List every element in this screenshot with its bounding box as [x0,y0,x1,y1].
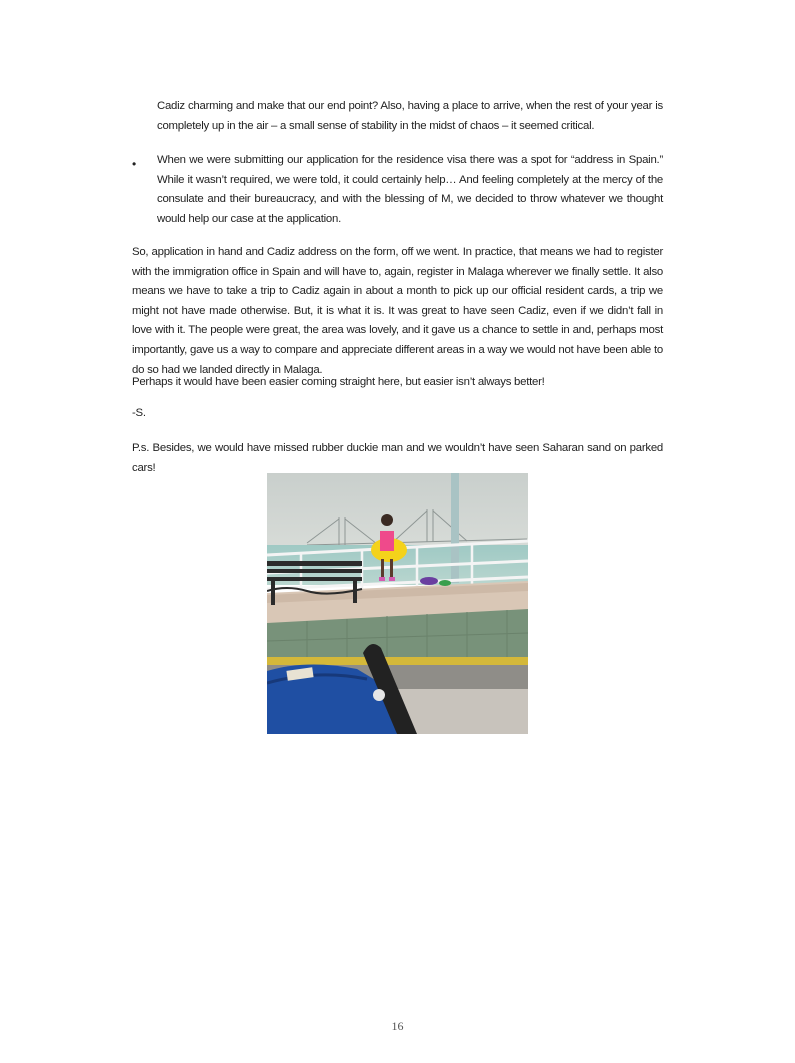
body-paragraph: Perhaps it would have been easier coming straight here, but easier isn’t always better! [132,376,545,388]
signature-line: -S. [132,407,146,419]
bullet-marker: • [132,157,137,171]
page-number: 16 [391,1019,404,1033]
promenade-photo [267,473,528,734]
bullet-paragraph: When we were submitting our application for the residence visa there was a spot for “address in Spain.” While it wasn’t required, we were told, it could certainly help… And feeling completely at the mercy of the consulate and their bureaucracy, and with the blessing of M, we decided to throw whatever we thought would help our case at the application. [157,154,663,225]
body-paragraph: So, application in hand and Cadiz address on the form, off we went. In practice, that means we had to register with the immigration office in Spain and will have to, again, register in Malaga wherever we finally settle. It also means we have to take a trip to Cadiz again in about a month to pick up our official resident cards, a trip we might not have made otherwise. But, it is what it is. It was great to have seen Cadiz, even if we didn’t fall in love with it. The people were great, the area was lovely, and it gave us a chance to settle in and, perhaps most importantly, gave us a way to compare and appreciate different areas in a way we would not have been able to do so had we landed directly in Malaga. [132,246,663,376]
postscript-paragraph: P.s. Besides, we would have missed rubber duckie man and we wouldn’t have seen Saharan sand on parked cars! [132,442,663,474]
paragraph-continuation: Cadiz charming and make that our end point? Also, having a place to arrive, when the rest of your year is completely up in the air – a small sense of stability in the midst of chaos – it seemed critical. [157,100,663,132]
